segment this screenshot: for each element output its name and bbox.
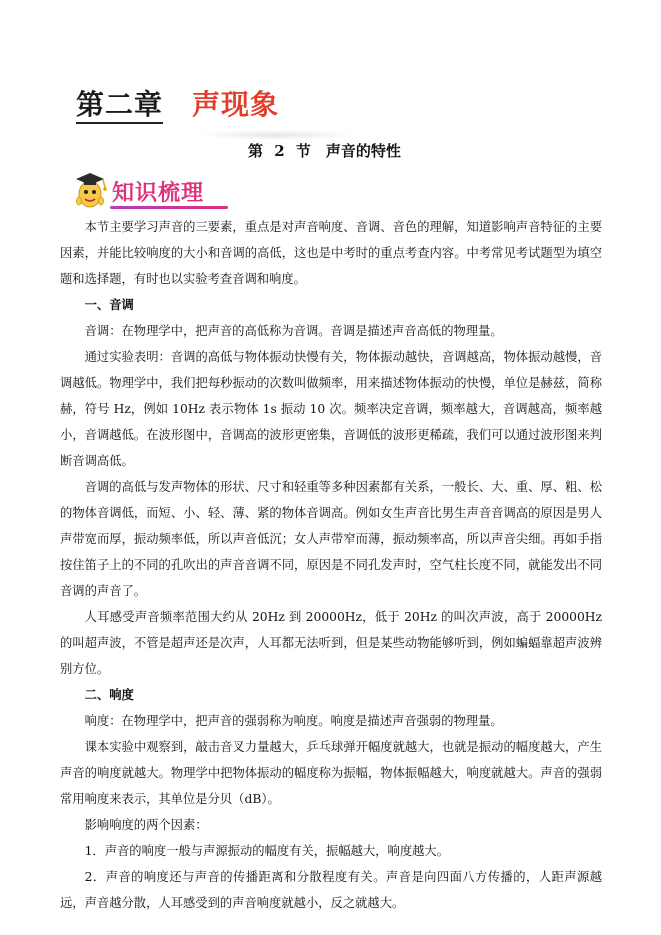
loudness-definition: 响度：在物理学中，把声音的强弱称为响度。响度是描述声音强弱的物理量。	[84, 714, 503, 728]
hearing-range: 人耳感受声音频率范围大约从 20Hz 到 20000Hz，低于 20Hz 的叫次声波，高于 20000Hz 的叫超声波，不管是超声还是次声，人耳都无法听到，但是某些动物能够听到，例如蝙蝠靠超声波辨别方位。	[60, 610, 602, 676]
pitch-experiment: 通过实验表明：音调的高低与物体振动快慢有关，物体振动越快，音调越高，物体振动越慢，音调越低。物理学中，我们把每秒振动的次数叫做频率，用来描述物体振动的快慢，单位是赫兹，简称赫，符号 Hz，例如 10Hz 表示物体 1s 振动 10 次。频率决定音调，频率越大，音调越高，频率越小，音调越低。在波形图中，音调高的波形更密集，音调低的波形更稀疏，我们可以通过波形图来判断音调高低。	[60, 350, 602, 468]
chapter-title-shadow	[196, 130, 356, 140]
loudness-experiment: 课本实验中观察到，敲击音叉力量越大，乒乓球弹开幅度就越大，也就是振动的幅度越大，产生声音的响度就越大。物理学中把物体振动的幅度称为振幅，物体振幅越大，响度就越大。声音的强弱常用响度来表示，其单位是分贝（dB）。	[60, 740, 602, 806]
section-heading-pitch: 一、音调	[84, 297, 134, 312]
pitch-factors: 音调的高低与发声物体的形状、尺寸和轻重等多种因素都有关系，一般长、大、重、厚、粗、松的物体音调低，而短、小、轻、薄、紧的物体音调高。例如女生声音比男生声音音调高的原因是男人声带宽而厚，振动频率低，所以声音低沉；女人声带窄而薄，振动频率高，所以声音尖细。再如手指按住笛子上的不同的孔吹出的声音音调不同，原因是不同孔发声时，空气柱长度不同，就能发出不同音调的声音了。	[60, 480, 602, 598]
chapter-title: 声现象	[192, 88, 280, 121]
pitch-definition: 音调：在物理学中，把声音的高低称为音调。音调是描述声音高低的物理量。	[84, 324, 503, 338]
intro-paragraph: 本节主要学习声音的三要素，重点是对声音响度、音调、音色的理解，知道影响声音特征的主要因素，并能比较响度的大小和音调的高低，这也是中考时的重点考查内容。中考常见考试题型为填空题和选择题，有时也以实验考查音调和响度。	[60, 220, 602, 286]
section-title: 第 2 节 声音的特性	[248, 142, 401, 160]
knowledge-banner	[70, 170, 230, 214]
loudness-factor-2: 2．声音的响度还与声音的传播距离和分散程度有关。声音是向四面八方传播的，人距声源越远，声音越分散，人耳感受到的声音响度就越小，反之就越大。	[60, 870, 602, 910]
banner-title: 知识梳理	[112, 181, 205, 206]
chapter-number: 第二章	[76, 88, 163, 124]
section-heading-loudness: 二、响度	[84, 687, 134, 702]
content-body	[60, 214, 602, 916]
loudness-factor-1: 1．声音的响度一般与声源振动的幅度有关，振幅越大，响度越大。	[84, 844, 450, 858]
loudness-factors-intro: 影响响度的两个因素：	[84, 818, 208, 832]
graduate-mascot-icon	[70, 170, 110, 214]
banner-underline	[110, 206, 228, 209]
